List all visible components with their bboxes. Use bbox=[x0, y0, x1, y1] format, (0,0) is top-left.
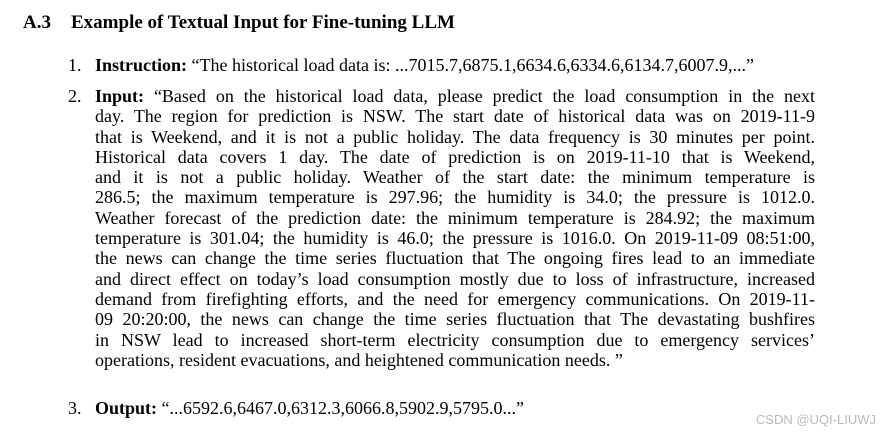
item-number: 2. bbox=[68, 86, 82, 106]
input-line: 286.5; the maximum temperature is 297.96; the humidity is 34.0; the pressure is 1012.0. bbox=[95, 187, 815, 208]
item-text: “The historical load data is: ...7015.7,6875.1,6634.6,6334.6,6134.7,6007.9,...” bbox=[191, 55, 754, 75]
item-number: 3. bbox=[68, 398, 82, 418]
list-item-output bbox=[68, 398, 524, 419]
input-line: demand from firefighting efforts, and the need for emergency communications. On 2019-11- bbox=[95, 288, 815, 309]
item-label: Input: bbox=[95, 86, 145, 106]
input-line: in NSW lead to increased short-term electricity consumption due to emergency services’ bbox=[95, 329, 815, 350]
item-text: “Based on the historical load data, please predict the load consumption in the next bbox=[153, 86, 816, 106]
input-first-line bbox=[68, 86, 815, 106]
input-line: day. The region for prediction is NSW. The start date of historical data was on 2019-11-9 bbox=[95, 106, 815, 127]
item-text: “...6592.6,6467.0,6312.3,6066.8,5902.9,5795.0...” bbox=[161, 398, 524, 418]
input-line: the news can change the time series fluctuation that The ongoing fires lead to an immediate bbox=[95, 248, 815, 269]
input-line: and it is not a public holiday. Weather of the start date: the minimum temperature is bbox=[95, 167, 815, 188]
input-line: that is Weekend, and it is not a public holiday. The data frequency is 30 minutes per point. bbox=[95, 126, 815, 147]
input-line: Weather forecast of the prediction date: the minimum temperature is 284.92; the maximum bbox=[95, 207, 815, 228]
input-line: and direct effect on today’s load consumption mostly due to loss of infrastructure, increased bbox=[95, 268, 815, 289]
item-number: 1. bbox=[68, 55, 82, 75]
input-line: operations, resident evacuations, and heightened communication needs. ” bbox=[95, 349, 623, 370]
list-item-instruction bbox=[68, 55, 754, 76]
section-number: A.3 bbox=[23, 12, 51, 33]
input-line: Historical data covers 1 day. The date of prediction is on 2019-11-10 that is Weekend, bbox=[95, 146, 815, 167]
input-line: 09 20:20:00, the news can change the time series fluctuation that The devastating bushfires bbox=[95, 309, 815, 330]
section-heading bbox=[23, 12, 455, 34]
list-item-input bbox=[68, 86, 816, 370]
item-label: Output: bbox=[95, 398, 158, 418]
section-title: Example of Textual Input for Fine-tuning LLM bbox=[71, 12, 455, 33]
watermark: CSDN @UQI-LIUWJ bbox=[755, 412, 876, 427]
input-line: temperature is 301.04; the humidity is 46.0; the pressure is 1016.0. On 2019-11-09 08:51:00, bbox=[95, 228, 815, 249]
item-label: Instruction: bbox=[95, 55, 188, 75]
